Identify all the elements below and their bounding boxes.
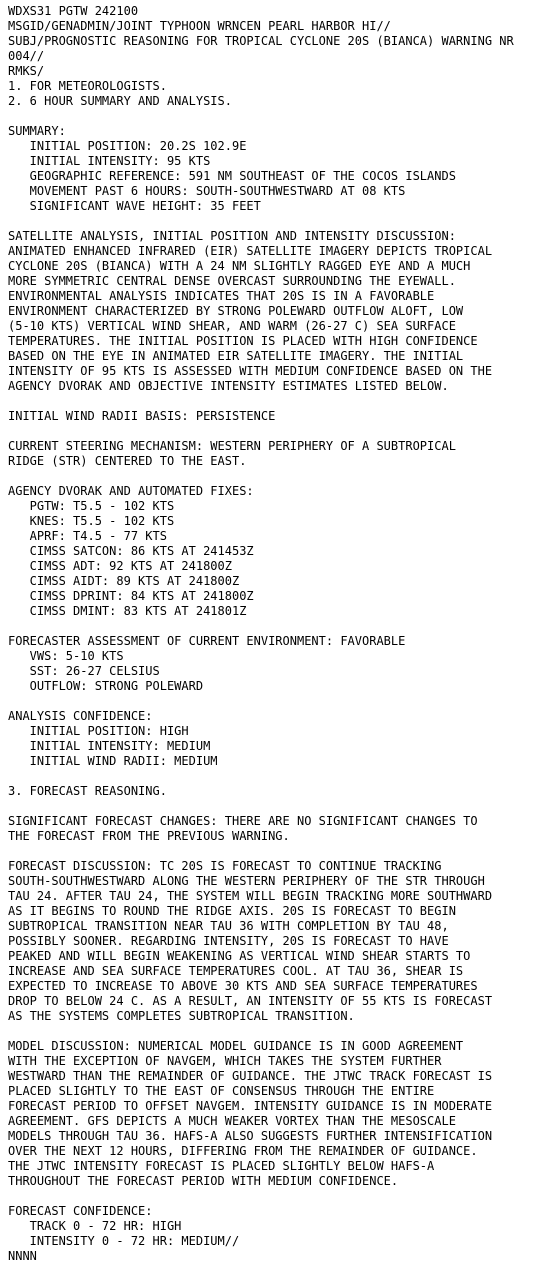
- text-line: 004//: [8, 49, 45, 63]
- text-line: ANIMATED ENHANCED INFRARED (EIR) SATELLITE IMAGERY DEPICTS TROPICAL: [8, 244, 493, 258]
- text-line: AS THE SYSTEMS COMPLETES SUBTROPICAL TRANSITION.: [8, 1009, 355, 1023]
- text-line: MODELS THROUGH TAU 36. HAFS-A ALSO SUGGESTS FURTHER INTENSIFICATION: [8, 1129, 493, 1143]
- text-line: (5-10 KTS) VERTICAL WIND SHEAR, AND WARM (26-27 C) SEA SURFACE: [8, 319, 456, 333]
- text-line: EXPECTED TO INCREASE TO ABOVE 30 KTS AND SEA SURFACE TEMPERATURES: [8, 979, 478, 993]
- text-line: RIDGE (STR) CENTERED TO THE EAST.: [8, 454, 247, 468]
- text-line: GEOGRAPHIC REFERENCE: 591 NM SOUTHEAST OF THE COCOS ISLANDS: [8, 169, 456, 183]
- text-line: SUBTROPICAL TRANSITION NEAR TAU 36 WITH COMPLETION BY TAU 48,: [8, 919, 449, 933]
- text-line: SST: 26-27 CELSIUS: [8, 664, 160, 678]
- text-line: MOVEMENT PAST 6 HOURS: SOUTH-SOUTHWESTWARD AT 08 KTS: [8, 184, 406, 198]
- blank-line: [8, 799, 541, 814]
- text-line: INITIAL WIND RADII: MEDIUM: [8, 754, 218, 768]
- text-line: FORECAST DISCUSSION: TC 20S IS FORECAST TO CONTINUE TRACKING: [8, 859, 442, 873]
- text-line: FORECAST PERIOD TO OFFSET NAVGEM. INTENSITY GUIDANCE IS IN MODERATE: [8, 1099, 493, 1113]
- text-line: AS IT BEGINS TO ROUND THE RIDGE AXIS. 20S IS FORECAST TO BEGIN: [8, 904, 456, 918]
- blank-line: [8, 844, 541, 859]
- text-line: OUTFLOW: STRONG POLEWARD: [8, 679, 204, 693]
- text-line: POSSIBLY SOONER. REGARDING INTENSITY, 20S IS FORECAST TO HAVE: [8, 934, 449, 948]
- text-line: MODEL DISCUSSION: NUMERICAL MODEL GUIDANCE IS IN GOOD AGREEMENT: [8, 1039, 464, 1053]
- text-line: 1. FOR METEOROLOGISTS.: [8, 79, 167, 93]
- text-line: INITIAL WIND RADII BASIS: PERSISTENCE: [8, 409, 276, 423]
- text-line: FORECASTER ASSESSMENT OF CURRENT ENVIRONMENT: FAVORABLE: [8, 634, 406, 648]
- text-line: SOUTH-SOUTHWESTWARD ALONG THE WESTERN PERIPHERY OF THE STR THROUGH: [8, 874, 485, 888]
- text-line: WDXS31 PGTW 242100: [8, 4, 139, 18]
- text-line: INITIAL INTENSITY: 95 KTS: [8, 154, 211, 168]
- blank-line: [8, 214, 541, 229]
- text-line: THE JTWC INTENSITY FORECAST IS PLACED SLIGHTLY BELOW HAFS-A: [8, 1159, 435, 1173]
- text-line: MSGID/GENADMIN/JOINT TYPHOON WRNCEN PEARL HARBOR HI//: [8, 19, 391, 33]
- text-line: INITIAL POSITION: 20.2S 102.9E: [8, 139, 247, 153]
- text-line: TAU 24. AFTER TAU 24, THE SYSTEM WILL BEGIN TRACKING MORE SOUTHWARD: [8, 889, 493, 903]
- text-line: FORECAST CONFIDENCE:: [8, 1204, 153, 1218]
- text-line: ANALYSIS CONFIDENCE:: [8, 709, 153, 723]
- blank-line: [8, 1189, 541, 1204]
- text-line: WESTWARD THAN THE REMAINDER OF GUIDANCE. THE JTWC TRACK FORECAST IS: [8, 1069, 493, 1083]
- text-line: AGENCY DVORAK AND OBJECTIVE INTENSITY ESTIMATES LISTED BELOW.: [8, 379, 449, 393]
- text-line: CYCLONE 20S (BIANCA) WITH A 24 NM SLIGHTLY RAGGED EYE AND A MUCH: [8, 259, 471, 273]
- text-line: NNNN: [8, 1249, 37, 1263]
- text-line: AGENCY DVORAK AND AUTOMATED FIXES:: [8, 484, 254, 498]
- text-line: BASED ON THE EYE IN ANIMATED EIR SATELLITE IMAGERY. THE INITIAL: [8, 349, 464, 363]
- text-line: APRF: T4.5 - 77 KTS: [8, 529, 167, 543]
- text-line: CIMSS AIDT: 89 KTS AT 241800Z: [8, 574, 240, 588]
- text-line: INITIAL POSITION: HIGH: [8, 724, 189, 738]
- text-line: SATELLITE ANALYSIS, INITIAL POSITION AND INTENSITY DISCUSSION:: [8, 229, 456, 243]
- blank-line: [8, 469, 541, 484]
- text-line: TEMPERATURES. THE INITIAL POSITION IS PLACED WITH HIGH CONFIDENCE: [8, 334, 478, 348]
- text-line: WITH THE EXCEPTION OF NAVGEM, WHICH TAKES THE SYSTEM FURTHER: [8, 1054, 442, 1068]
- text-line: PGTW: T5.5 - 102 KTS: [8, 499, 175, 513]
- text-line: SUBJ/PROGNOSTIC REASONING FOR TROPICAL CYCLONE 20S (BIANCA) WARNING NR: [8, 34, 514, 48]
- text-line: THE FORECAST FROM THE PREVIOUS WARNING.: [8, 829, 290, 843]
- text-line: INTENSITY OF 95 KTS IS ASSESSED WITH MEDIUM CONFIDENCE BASED ON THE: [8, 364, 493, 378]
- text-line: PLACED SLIGHTLY TO THE EAST OF CONSENSUS THROUGH THE ENTIRE: [8, 1084, 435, 1098]
- blank-line: [8, 109, 541, 124]
- text-line: SUMMARY:: [8, 124, 66, 138]
- text-line: THROUGHOUT THE FORECAST PERIOD WITH MEDIUM CONFIDENCE.: [8, 1174, 399, 1188]
- text-line: 2. 6 HOUR SUMMARY AND ANALYSIS.: [8, 94, 232, 108]
- blank-line: [8, 619, 541, 634]
- text-line: OVER THE NEXT 12 HOURS, DIFFERING FROM THE REMAINDER OF GUIDANCE.: [8, 1144, 478, 1158]
- text-line: TRACK 0 - 72 HR: HIGH: [8, 1219, 182, 1233]
- blank-line: [8, 394, 541, 409]
- text-line: RMKS/: [8, 64, 45, 78]
- text-line: ENVIRONMENTAL ANALYSIS INDICATES THAT 20S IS IN A FAVORABLE: [8, 289, 435, 303]
- text-line: DROP TO BELOW 24 C. AS A RESULT, AN INTENSITY OF 55 KTS IS FORECAST: [8, 994, 493, 1008]
- text-line: VWS: 5-10 KTS: [8, 649, 124, 663]
- text-line: SIGNIFICANT WAVE HEIGHT: 35 FEET: [8, 199, 261, 213]
- text-line: ENVIRONMENT CHARACTERIZED BY STRONG POLEWARD OUTFLOW ALOFT, LOW: [8, 304, 464, 318]
- text-line: INTENSITY 0 - 72 HR: MEDIUM//: [8, 1234, 240, 1248]
- text-line: INITIAL INTENSITY: MEDIUM: [8, 739, 211, 753]
- blank-line: [8, 424, 541, 439]
- text-line: MORE SYMMETRIC CENTRAL DENSE OVERCAST SURROUNDING THE EYEWALL.: [8, 274, 456, 288]
- text-line: CIMSS DPRINT: 84 KTS AT 241800Z: [8, 589, 254, 603]
- text-line: AGREEMENT. GFS DEPICTS A MUCH WEAKER VORTEX THAN THE MESOSCALE: [8, 1114, 456, 1128]
- text-line: CIMSS DMINT: 83 KTS AT 241801Z: [8, 604, 247, 618]
- blank-line: [8, 769, 541, 784]
- text-line: CURRENT STEERING MECHANISM: WESTERN PERIPHERY OF A SUBTROPICAL: [8, 439, 456, 453]
- text-line: INCREASE AND SEA SURFACE TEMPERATURES COOL. AT TAU 36, SHEAR IS: [8, 964, 464, 978]
- text-line: KNES: T5.5 - 102 KTS: [8, 514, 175, 528]
- text-line: 3. FORECAST REASONING.: [8, 784, 167, 798]
- text-line: CIMSS ADT: 92 KTS AT 241800Z: [8, 559, 232, 573]
- text-line: SIGNIFICANT FORECAST CHANGES: THERE ARE NO SIGNIFICANT CHANGES TO: [8, 814, 478, 828]
- blank-line: [8, 1024, 541, 1039]
- text-line: PEAKED AND WILL BEGIN WEAKENING AS VERTICAL WIND SHEAR STARTS TO: [8, 949, 471, 963]
- text-line: CIMSS SATCON: 86 KTS AT 241453Z: [8, 544, 254, 558]
- blank-line: [8, 694, 541, 709]
